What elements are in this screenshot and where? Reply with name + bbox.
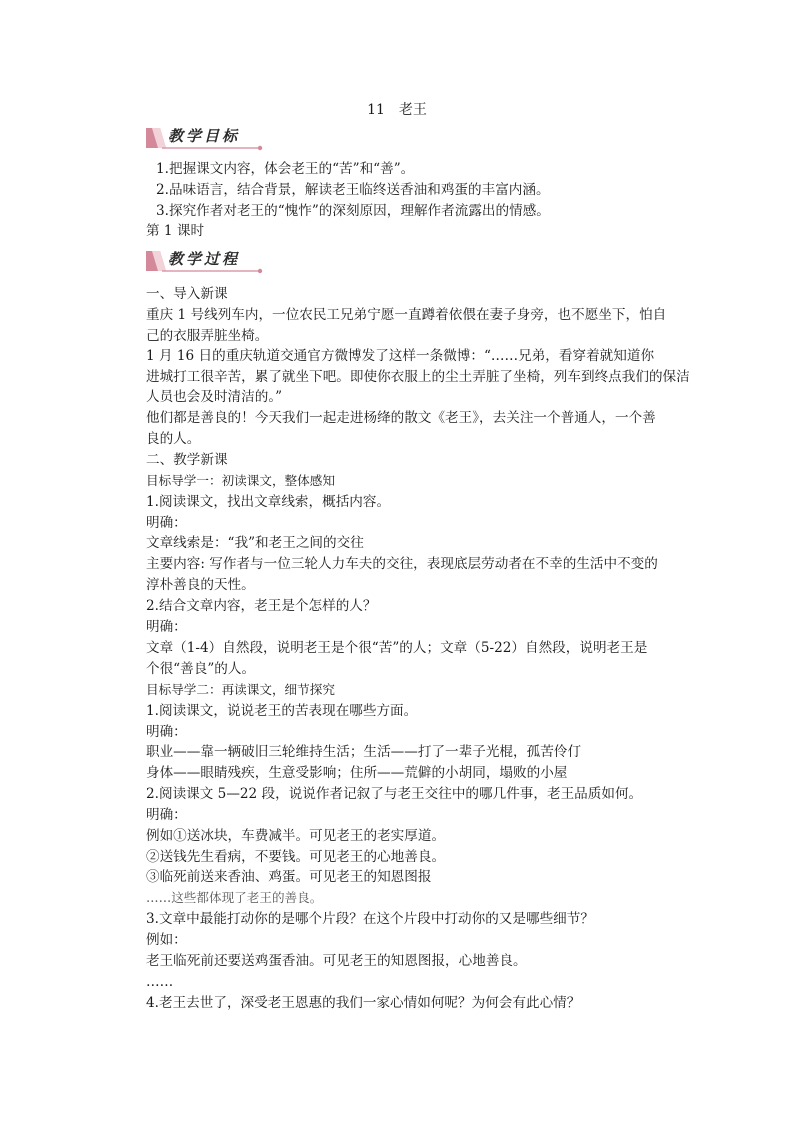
paragraph-line: 己的衣服弄脏坐椅。 <box>146 328 269 344</box>
answer-line: 身体——眼睛残疾，生意受影响；住所——荒僻的小胡同，塌败的小屋 <box>146 765 568 781</box>
answer-label: 明确： <box>146 619 187 635</box>
answer-line: 文章（1-4）自然段，说明老王是个很“苦”的人；文章（5-22）自然段，说明老王是 <box>146 640 648 656</box>
section-title: 二、教学新课 <box>146 452 228 468</box>
paragraph-line: 良的人。 <box>146 431 201 447</box>
paragraph-line: 人员也会及时清洁的。” <box>146 389 283 405</box>
question-line: 3.文章中最能打动你的是哪个片段？在这个片段中打动你的又是哪些细节？ <box>146 911 594 927</box>
question-line: 1.阅读课文，说说老王的苦表现在哪些方面。 <box>146 703 418 719</box>
goal-item: 1.把握课文内容，体会老王的“苦”和“善”。 <box>156 161 415 177</box>
lesson-label: 第 1 课时 <box>146 223 205 239</box>
answer-line: ……这些都体现了老王的善良。 <box>146 890 323 905</box>
answer-line: 职业——靠一辆破旧三轮维持生活；生活——打了一辈子光棍，孤苦伶仃 <box>146 744 581 760</box>
page-title: 11 老王 <box>367 102 427 118</box>
answer-label: 明确： <box>146 807 187 823</box>
answer-line: 淳朴善良的天性。 <box>146 577 255 593</box>
answer-label: 明确： <box>146 724 187 740</box>
question-line: 4.老王去世了，深受老王恩惠的我们一家心情如何呢？为何会有此心情？ <box>146 995 581 1011</box>
answer-line: 老王临死前还要送鸡蛋香油。可见老王的知恩图报，心地善良。 <box>146 953 527 969</box>
section-heading-goals <box>146 124 266 152</box>
question-line: 1.阅读课文，找出文章线索，概括内容。 <box>146 494 391 510</box>
paragraph-line: 他们都是善良的！今天我们一起走进杨绛的散文《老王》，去关注一个普通人，一个善 <box>146 410 656 426</box>
heading-process-label: 教学过程 <box>168 250 241 268</box>
answer-line: 个很“善良”的人。 <box>146 661 256 677</box>
answer-line: 例如①送冰块，车费减半。可见老王的老实厚道。 <box>146 828 446 844</box>
answer-line: 文章线索是：“我”和老王之间的交往 <box>146 535 364 551</box>
answer-line: ②送钱先生看病，不要钱。可见老王的心地善良。 <box>146 849 446 865</box>
answer-label: 明确： <box>146 515 187 531</box>
ellipsis-line: …… <box>146 974 174 990</box>
goal-item: 2.品味语言，结合背景，解读老王临终送香油和鸡蛋的丰富内涵。 <box>156 182 550 198</box>
question-line: 2.结合文章内容，老王是个怎样的人？ <box>146 598 377 614</box>
section-title: 一、导入新课 <box>146 286 228 302</box>
answer-line: 主要内容: 写作者与一位三轮人力车夫的交往，表现底层劳动者在不幸的生活中不变的 <box>146 556 658 572</box>
subsection-title: 目标导学二：再读课文，细节探究 <box>146 682 335 697</box>
goal-item: 3.探究作者对老王的“愧怍”的深刻原因，理解作者流露出的情感。 <box>156 203 550 219</box>
section-heading-process <box>146 247 266 275</box>
subsection-title: 目标导学一：初读课文，整体感知 <box>146 473 335 488</box>
question-line: 2.阅读课文 5—22 段，说说作者记叙了与老王交往中的哪几件事，老王品质如何。 <box>146 786 643 802</box>
paragraph-line: 重庆 1 号线列车内，一位农民工兄弟宁愿一直蹲着依偎在妻子身旁，也不愿坐下，怕自 <box>146 307 667 323</box>
paragraph-line: 1 月 16 日的重庆轨道交通官方微博发了这样一条微博：“……兄弟，看穿着就知道你 <box>146 348 655 364</box>
answer-label: 例如： <box>146 932 187 948</box>
answer-line: ③临死前送来香油、鸡蛋。可见老王的知恩图报 <box>146 869 432 885</box>
heading-goals-label: 教学目标 <box>168 127 241 145</box>
paragraph-line: 进城打工很辛苦，累了就坐下吧。即使你衣服上的尘土弄脏了坐椅，列车到终点我们的保洁 <box>146 369 690 385</box>
